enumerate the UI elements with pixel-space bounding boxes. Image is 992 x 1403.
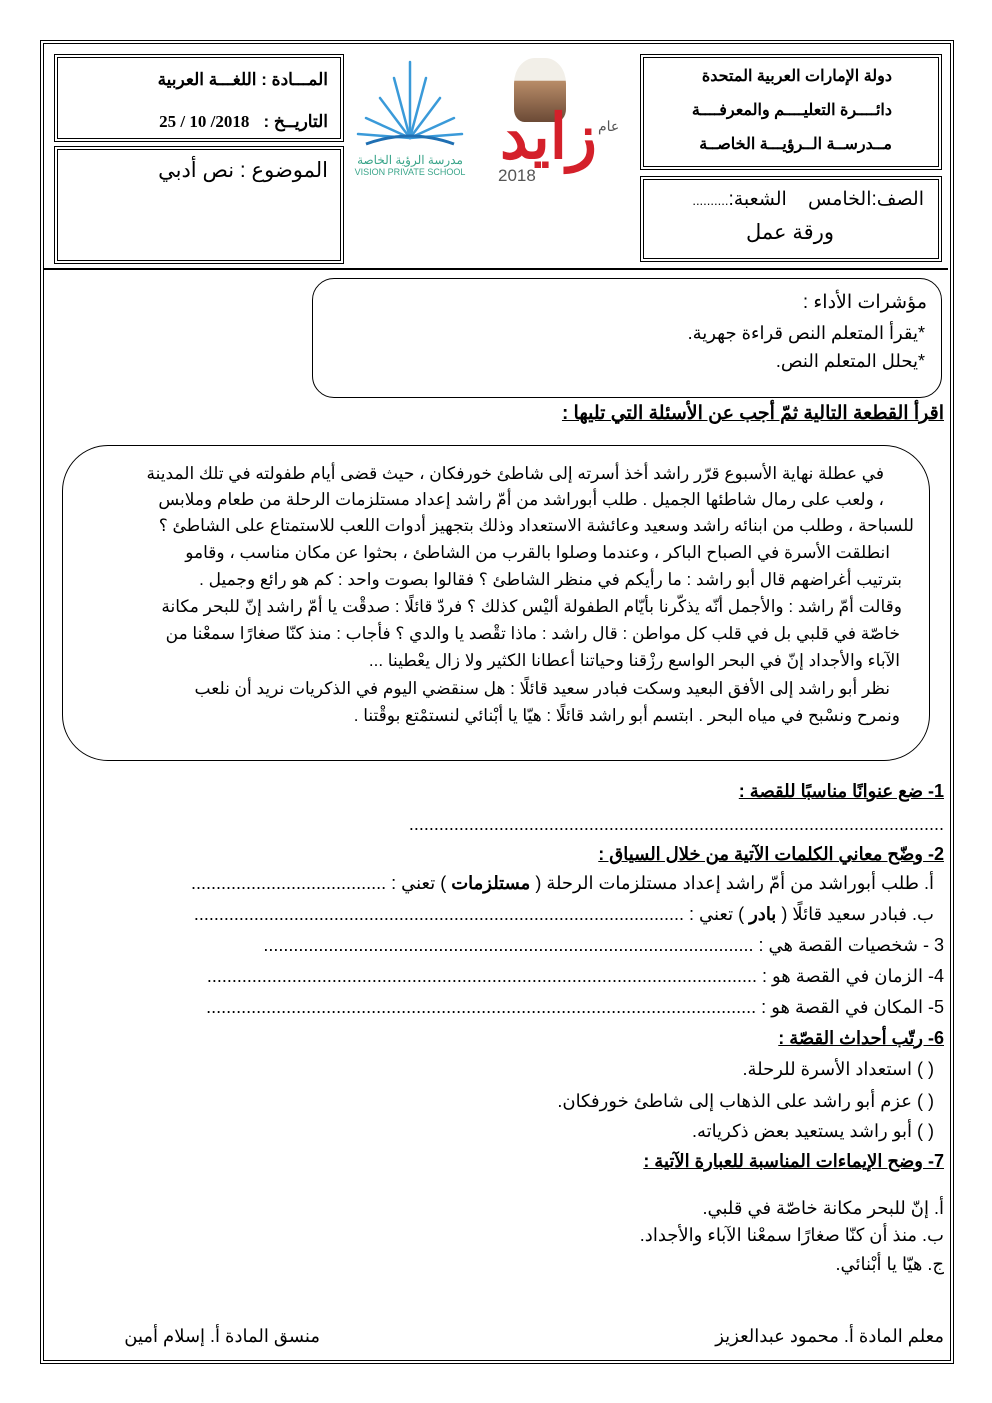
teacher-name: معلم المادة أ. محمود عبدالعزيز [715, 1326, 944, 1346]
question-7: 7- وضح الإيماءات المناسبة للعبارة الآتية : [643, 1151, 944, 1171]
gesture-item: ب. منذ أن كنّا صغارًا سمعْنا الآباء والأجداد. [639, 1225, 944, 1245]
topic-value: نص أدبي [158, 159, 235, 182]
order-item[interactable]: ( ) استعداد الأسرة للرحلة. [742, 1059, 934, 1079]
passage-line: وقالت أمّ راشد : والأجمل أنّه يذكّرنا بأيّام الطفولة أليْس كذلك ؟ فردّ قائلًا : صدقْت يا أمّ راشد إنّ للبحر مكانة [161, 597, 902, 616]
q2a-answer[interactable]: ) تعني : ....................................... [191, 873, 447, 893]
passage-line: الآباء والأجداد إنّ في البحر الواسع رزْقنا وحياتنا أعطانا الكثير ولا زال يعْطينا ... [368, 651, 900, 670]
subject-box [54, 54, 344, 142]
answer-line[interactable]: ........................................................................................................... [408, 814, 944, 834]
worksheet-title: ورقة عمل [746, 221, 834, 244]
passage-line: للسباحة ، وطلب من ابنائه راشد وسعيد وعائشة الاستعداد وذلك بتجهيز أدوات اللعب للاستمتاع على الشاطئ ؟ [158, 516, 914, 535]
question-2: 2- وضّح معاني الكلمات الآتية من خلال السياق : [598, 844, 944, 864]
zayed-logo-word: زايد [500, 103, 597, 172]
date-line [159, 112, 328, 132]
question-2b [194, 904, 934, 925]
indicators-title: مؤشرات الأداء : [802, 292, 927, 313]
indicator-item: *يحلل المتعلم النص. [775, 351, 925, 371]
topic-label: الموضوع : [239, 159, 328, 182]
school-logo-english: VISION PRIVATE SCHOOL [354, 167, 466, 177]
question-3[interactable]: 3 - شخصيات القصة هي : .................................................................................................. [263, 935, 944, 955]
q2a-text: أ. طلب أبوراشد من أمّ راشد إعداد مستلزمات الرحلة ( [535, 873, 934, 893]
school-logo-arabic: مدرسة الرؤية الخاصة [357, 153, 463, 167]
subject-value: اللغـــة العربية [157, 70, 257, 89]
class-line [692, 188, 924, 211]
question-4[interactable]: 4- الزمان في القصة هو : .............................................................................................................. [206, 966, 944, 986]
question-5[interactable]: 5- المكان في القصة هو : .............................................................................................................. [206, 997, 944, 1017]
gesture-item: ج. هيّا يا أبْنائي. [835, 1254, 944, 1274]
zayed-logo-year: 2018 [498, 166, 536, 185]
indicator-item: *يقرأ المتعلم النص قراءة جهرية. [687, 323, 925, 343]
reading-instruction: اقرأ القطعة التالية ثمّ أجب عن الأسئلة التي تليها : [561, 403, 944, 424]
coordinator-name: منسق المادة أ. إسلام أمين [124, 1326, 320, 1346]
passage-line: في عطلة نهاية الأسبوع قرّر راشد أخذ أسرته إلى شاطئ خورفكان ، حيث قضى أيام طفولته في تلك المدينة [146, 464, 884, 483]
q2a-word: مستلزمات [451, 873, 531, 893]
q2b-answer[interactable]: ) تعني : .................................................................................................. [193, 904, 745, 924]
class-box [640, 176, 942, 262]
question-1: 1- ضع عنوانًا مناسبًا للقصة : [738, 781, 944, 801]
performance-indicators-box [312, 278, 942, 398]
zayed-year-logo [494, 52, 636, 188]
passage-line: خاصّة في قلبي بل في قلب كل مواطن : قال راشد : ماذا تقْصد يا والدي ؟ فأجاب : منذ كنّا صغارًا سمعْنا من [165, 624, 900, 643]
zayed-logo-year-word: عام [598, 118, 620, 134]
order-item[interactable]: ( ) عزم أبو راشد على الذهاب إلى شاطئ خورفكان. [557, 1091, 934, 1111]
question-6: 6- رتّب أحداث القصّة : [778, 1028, 944, 1048]
school-logo [346, 58, 474, 180]
section-value: .......... [692, 193, 729, 208]
class-value: الخامس [807, 189, 872, 210]
order-item[interactable]: ( ) أبو راشد يستعيد بعض ذكرياته. [691, 1121, 934, 1141]
topic-box [54, 146, 344, 264]
passage-line: ، ولعب على رمال شاطئها الجميل . طلب أبوراشد من أمّ راشد إعداد مستلزمات الرحلة من طعام وملابس [158, 490, 884, 509]
topic-line [158, 158, 328, 183]
date-value: 25 / 10 /2018 [159, 112, 250, 131]
country-name: دولة الإمارات العربية المتحدة [701, 68, 892, 85]
q2b-text: ب. فبادر سعيد قائلًا ( [781, 904, 934, 924]
question-2a [191, 873, 934, 894]
section-label: الشعبة: [728, 189, 787, 210]
subject-line [158, 70, 328, 90]
subject-label: المـــادة : [261, 70, 328, 89]
sunburst-icon [346, 58, 474, 148]
header-divider [44, 268, 948, 270]
school-info-box [640, 54, 942, 170]
passage-line: نظر أبو راشد إلى الأفق البعيد وسكت فبادر سعيد قائلًا : هل سنقضي اليوم في الذكريات نريد أن نلعب [194, 679, 890, 698]
passage-line: ونمرح ونسْبح في مياه البحر . ابتسم أبو راشد قائلًا : هيّا يا أبْنائي لنستمْتع بوقْتنا . [353, 706, 900, 725]
department-name: دائــــرة التعليــــم والمعرفــــة [691, 102, 892, 119]
class-label: الصف: [871, 189, 924, 210]
school-name: مــدرســة الــرؤيـــة الخاصــة [699, 136, 892, 153]
gesture-item: أ. إنّ للبحر مكانة خاصّة في قلبي. [702, 1198, 944, 1218]
date-label: التاريــخ : [263, 112, 328, 131]
q2b-word: بادر [749, 904, 777, 924]
passage-line: انطلقت الأسرة في الصباح الباكر ، وعندما وصلوا بالقرب من الشاطئ ، بحثوا عن مكان مناسب ، وقامو [185, 543, 890, 562]
passage-line: بترتيب أغراضهم قال أبو راشد : ما رأيكم في منظر الشاطئ ؟ فقالوا بصوت واحد : كم هو رائع وجميل . [199, 570, 902, 589]
